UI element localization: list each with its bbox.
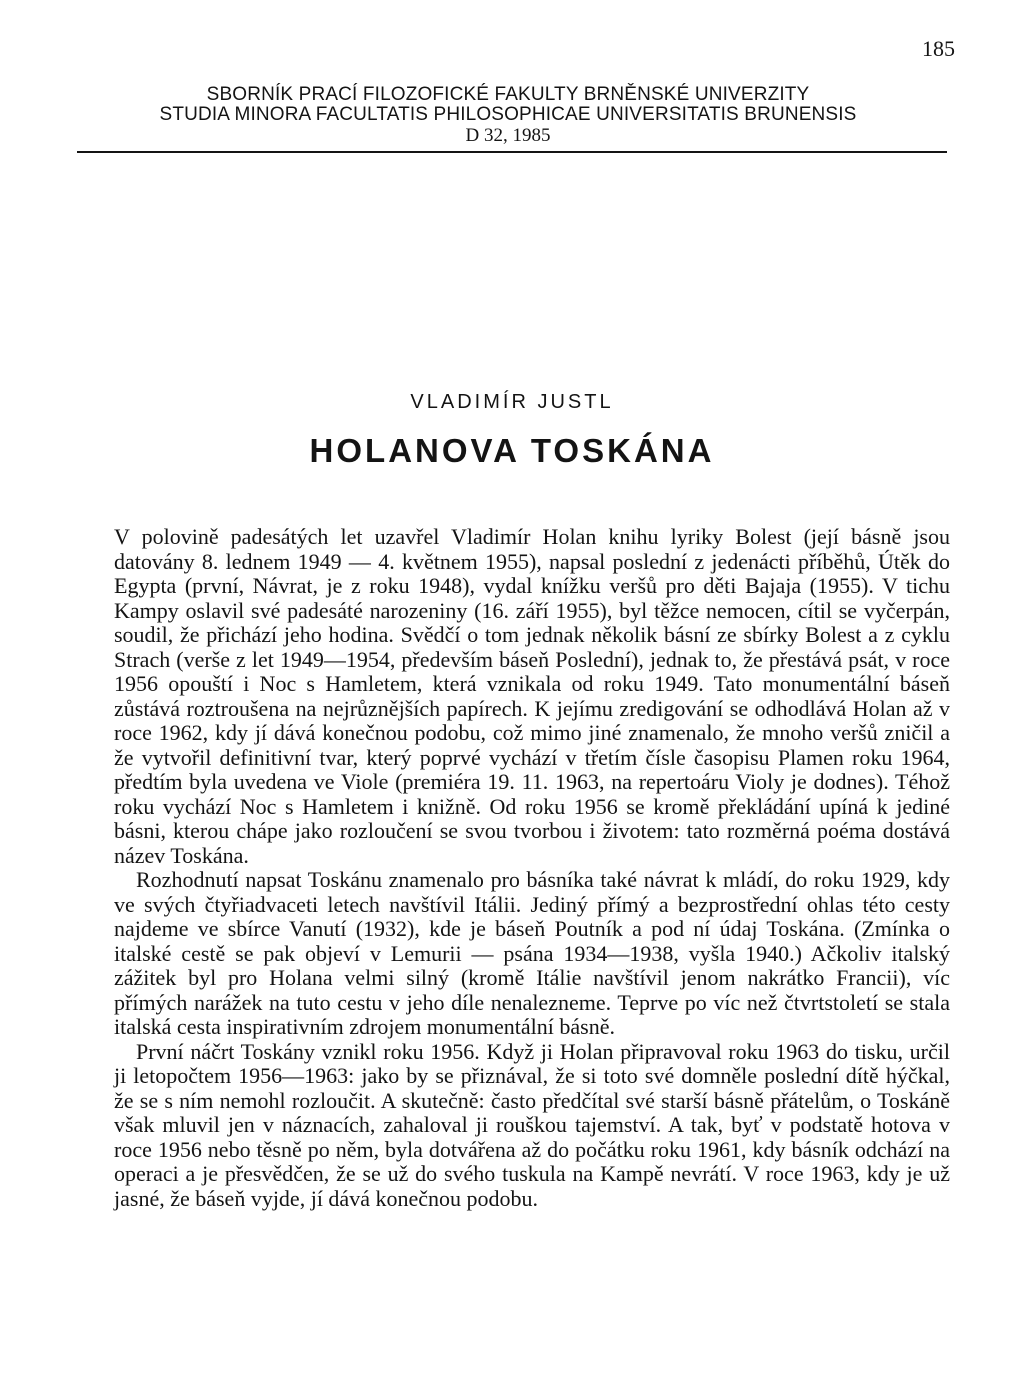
article-author: VLADIMÍR JUSTL — [410, 391, 614, 413]
paragraph-1: V polovině padesátých let uzavřel Vladimír Holan knihu lyriky Bolest (její básně jsou datovány 8. lednem 1949 — 4. květnem 1955), napsal poslední z jedenácti příběhů, Útěk do Egypta (první, Návrat, je z roku 1948), vydal knížku veršů pro děti Bajaja (1955). V tichu Kampy oslavil své padesáté narozeniny (16. září 1955), byl těžce nemocen, cítil se vyčerpán, soudil, že přichází jeho hodina. Svědčí o tom jednak několik básní ze sbírky Bolest a z cyklu Strach (verše z let 1949—1954, především báseň Poslední), jednak to, že přestává psát, v roce 1956 opouští i Noc s Hamletem, která vznikala od roku 1949. Tato monumentální báseň zůstává roztroušena na nejrůznějších papírech. K jejímu zredigování se odhodlává Holan až v roce 1962, kdy jí dává konečnou podobu, což mimo jiné znamenalo, že mnoho veršů zničil a že vytvořil definitivní tvar, který poprvé vychází v třetím čísle časopisu Plamen roku 1964, předtím byla uvedena ve Viole (premiéra 19. 11. 1963, na repertoáru Violy je dodnes). Téhož roku vychází Noc s Hamletem i knižně. Od roku 1956 se kromě překládání upíná k jediné básni, kterou chápe jako rozloučení se svou tvorbou i životem: tato rozměrná poéma dostává název Toskána. — [114, 524, 950, 868]
paragraph-2: Rozhodnutí napsat Toskánu znamenalo pro básníka také návrat k mládí, do roku 1929, kdy ve svých čtyřiadvaceti letech navštívil Itálii. Jediný přímý a bezprostřední ohlas této cesty najdeme ve sbírce Vanutí (1932), kde je báseň Poutník a pod ní údaj Toskána. (Zmínka o italské cestě se pak objeví v Lemurii — psána 1934—1938, vyšla 1940.) Ačkoliv italský zážitek byl pro Holana velmi silný (kromě Itálie navštívil jenom nakrátko Francii), víc přímých narážek na tuto cestu v jeho díle nenalezneme. Teprve po víc než čtvrtstoletí se stala italská cesta inspirativním zdrojem monumentální básně. — [114, 867, 950, 1039]
article-title: HOLANOVA TOSKÁNA — [309, 432, 715, 469]
journal-header — [68, 85, 948, 147]
paragraph-3: První náčrt Toskány vznikl roku 1956. Když ji Holan připravoval roku 1963 do tisku, určil ji letopočtem 1956—1963: jako by se přiznával, že si toto své domněle poslední dítě hýčkal, že se s ním nemohl rozloučit. A skutečně: často předčítal své starší básně přátelům, o Toskáně však mluvil jen v náznacích, zahaloval ji rouškou tajemství. A tak, byť v podstatě hotova v roce 1956 nebo těsně po něm, byla dotvářena až do počátku roku 1961, kdy básník odchází na operaci a je přesvědčen, že se už do svého tuskula na Kampě nevrátí. V roce 1963, kdy je už jasné, že báseň vyjde, jí dává konečnou podobu. — [114, 1038, 950, 1211]
header-rule — [77, 151, 947, 153]
journal-title-czech: SBORNÍK PRACÍ FILOZOFICKÉ FAKULTY BRNĚNSKÉ UNIVERZITY — [206, 84, 810, 105]
journal-title-latin: STUDIA MINORA FACULTATIS PHILOSOPHICAE UNIVERSITATIS BRUNENSIS — [159, 104, 857, 125]
page-number: 185 — [922, 36, 955, 61]
article-body — [114, 525, 950, 1211]
journal-volume: D 32, 1985 — [465, 125, 551, 146]
